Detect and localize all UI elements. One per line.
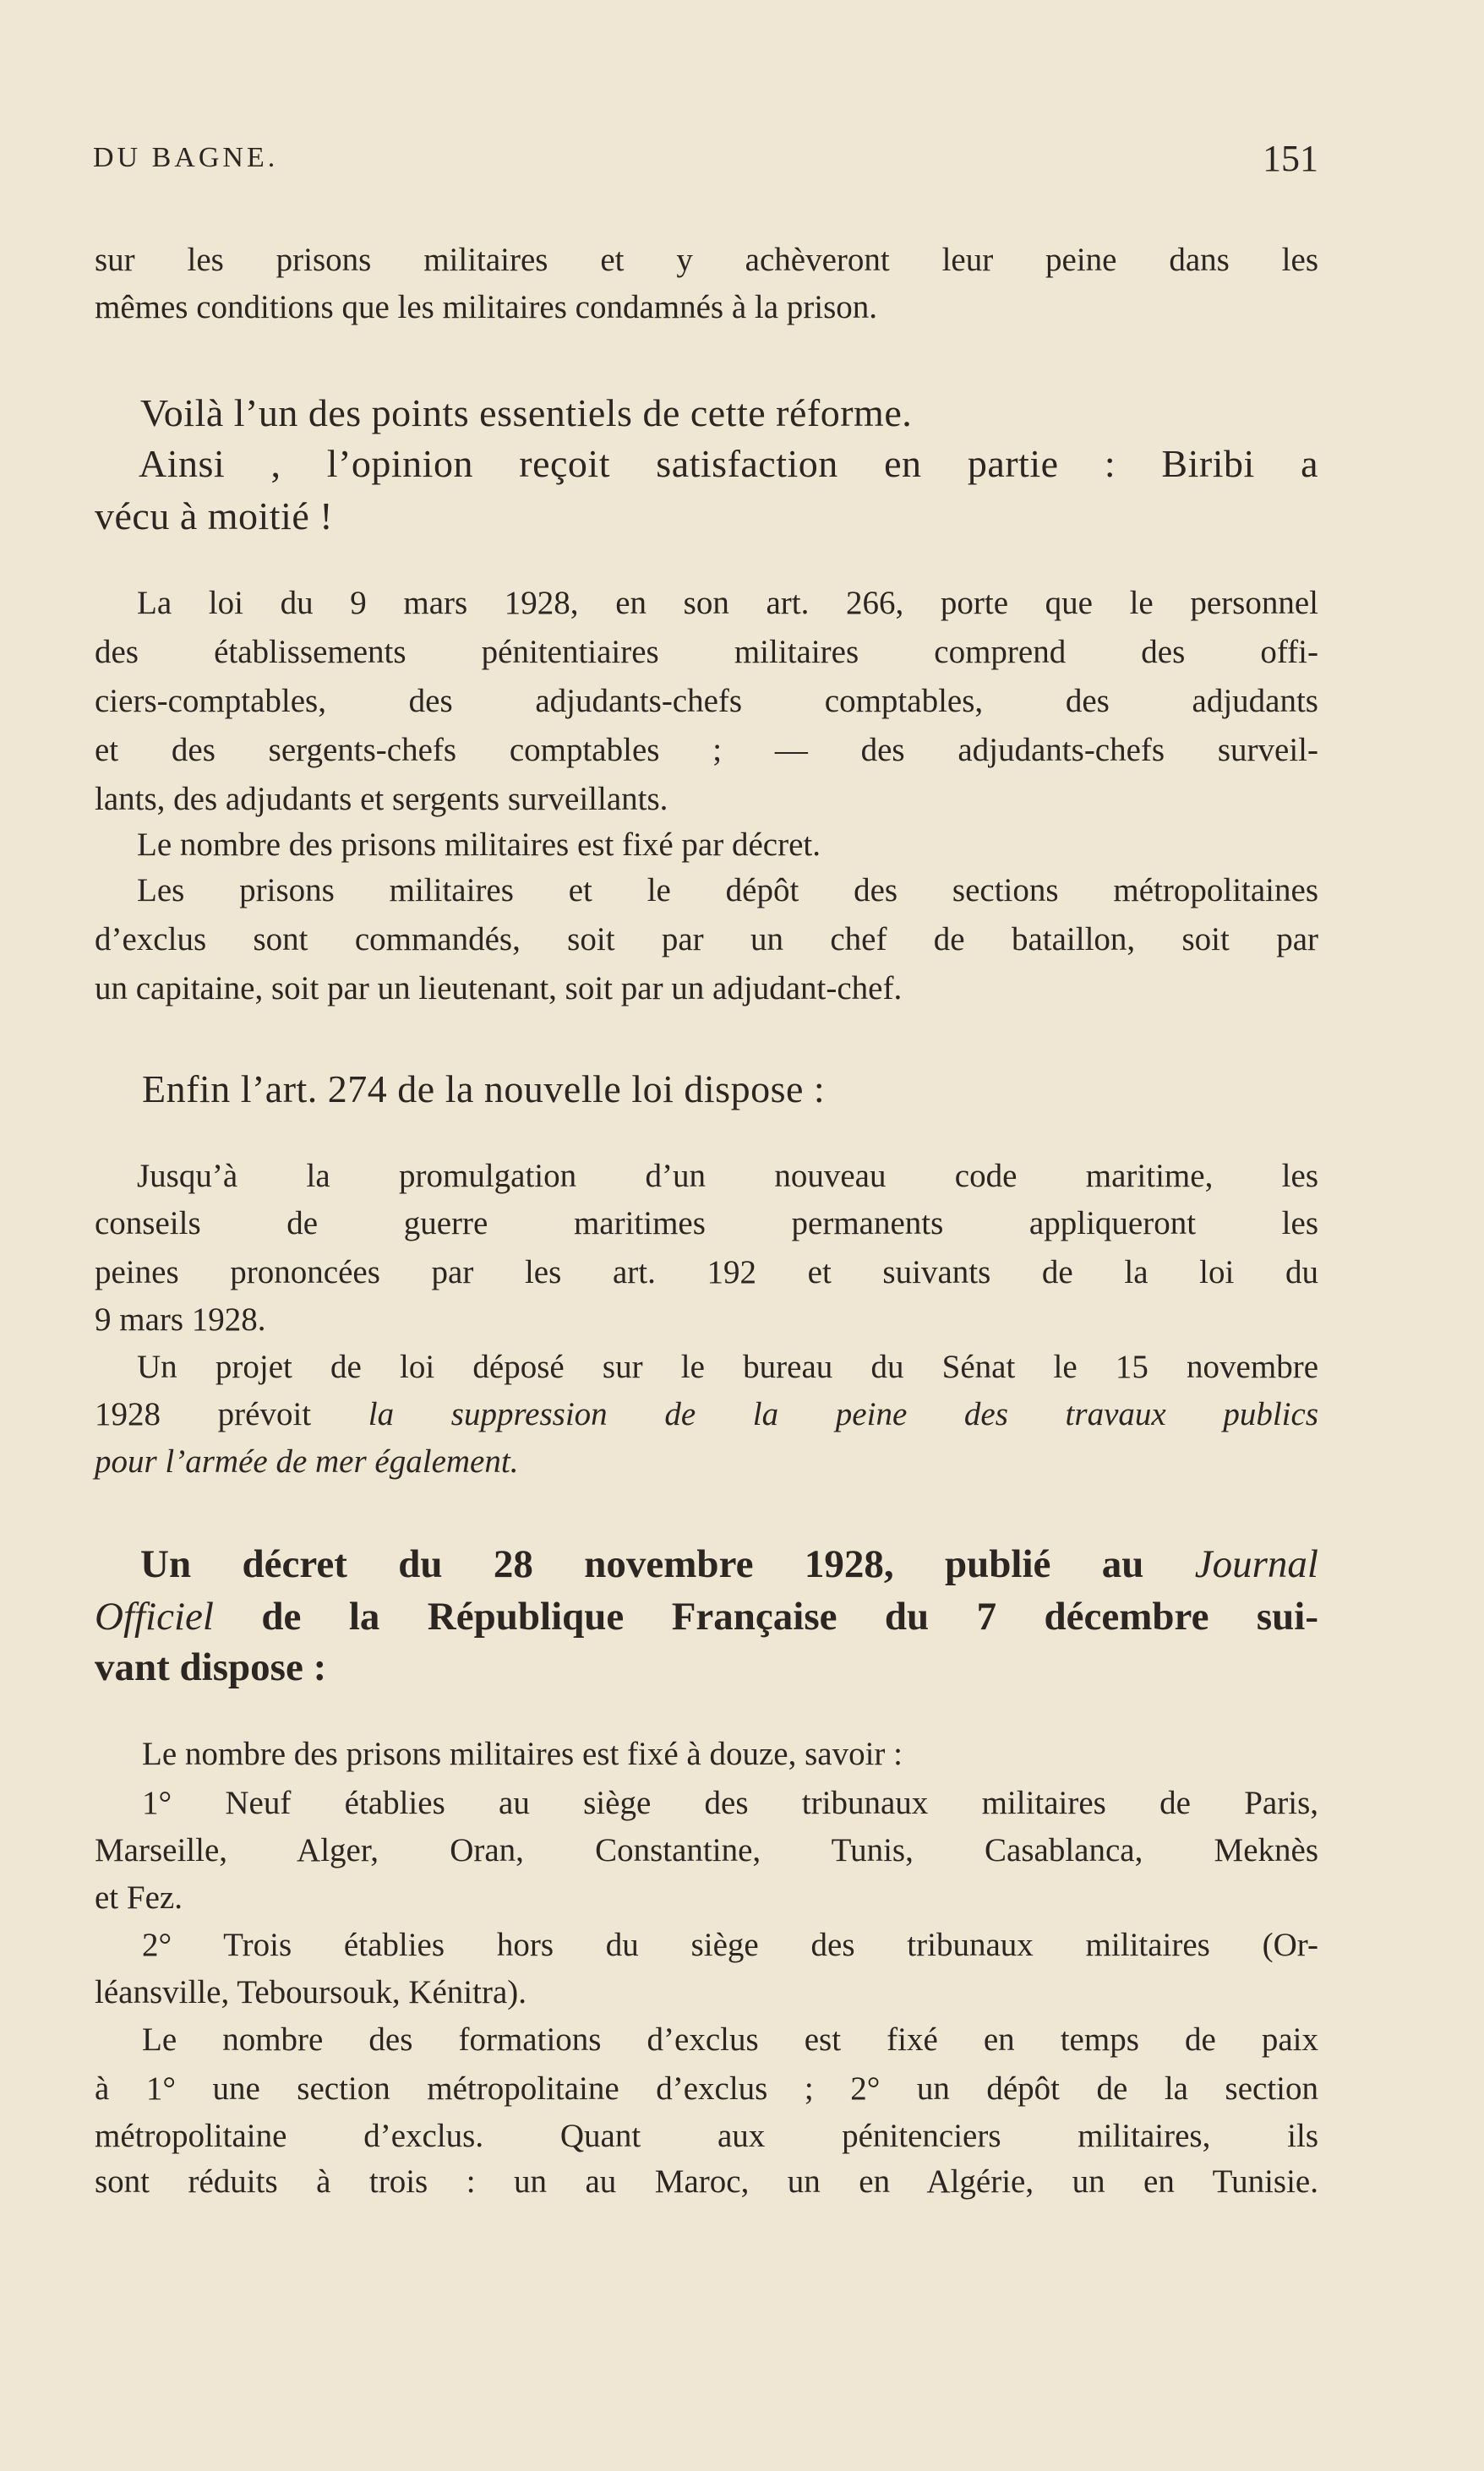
text-line: sur les prisons militaires et y achèveront leur peine dans les (95, 242, 1318, 278)
text-line: vant dispose : (95, 1645, 327, 1689)
text-line (95, 1542, 1318, 1586)
italic-span: Journal (1194, 1542, 1318, 1586)
text-line (95, 1597, 1318, 1637)
text-line: Le nombre des prisons militaires est fixé par décret. (137, 826, 821, 863)
text-line: mêmes conditions que les militaires condamnés à la prison. (95, 289, 878, 325)
italic-span: la suppression de la peine des travaux publics (368, 1396, 1318, 1432)
text-line: un capitaine, soit par un lieutenant, soit par un adjudant-chef. (95, 970, 903, 1006)
text-line: à 1° une section métropolitaine d’exclus ; 2° un dépôt de la section (95, 2070, 1318, 2107)
text-line: des établissements pénitentiaires militaires comprend des offi- (95, 634, 1318, 670)
text-line: pour l’armée de mer également. (95, 1443, 519, 1480)
text-line: Le nombre des formations d’exclus est fixé en temps de paix (142, 2021, 1318, 2058)
text-line: lants, des adjudants et sergents surveillants. (95, 781, 668, 817)
text-line: Ainsi , l’opinion reçoit satisfaction en partie : Biribi a (139, 442, 1318, 485)
text-span: de la République Française du 7 décembre sui- (213, 1595, 1318, 1639)
text-span: 1928 prévoit (95, 1396, 368, 1432)
text-line: conseils de guerre maritimes permanents appliqueront les (95, 1205, 1318, 1241)
text-span: Un décret du 28 novembre 1928, publié au (140, 1542, 1195, 1586)
text-line: Un projet de loi déposé sur le bureau du Sénat le 15 novembre (137, 1349, 1318, 1385)
text-line: La loi du 9 mars 1928, en son art. 266, porte que le personnel (137, 585, 1318, 621)
section-intro: Enfin l’art. 274 de la nouvelle loi dispose : (142, 1067, 826, 1110)
text-line: Voilà l’un des points essentiels de cette réforme. (140, 391, 913, 434)
text-line (95, 1398, 1318, 1431)
text-line: 2° Trois établies hors du siège des tribunaux militaires (Or- (142, 1927, 1318, 1963)
text-line: léansville, Teboursouk, Kénitra). (95, 1974, 526, 2010)
text-line: peines prononcées par les art. 192 et suivants de la loi du (95, 1254, 1318, 1290)
running-head-title: DU BAGNE. (93, 142, 279, 173)
text-line: d’exclus sont commandés, soit par un chef de bataillon, soit par (95, 921, 1318, 957)
text-line: sont réduits à trois : un au Maroc, un en Algérie, un en Tunisie. (95, 2163, 1318, 2200)
text-line: Le nombre des prisons militaires est fixé à douze, savoir : (142, 1736, 903, 1772)
text-line: vécu à moitié ! (95, 494, 334, 537)
text-line: métropolitaine d’exclus. Quant aux pénitenciers militaires, ils (95, 2118, 1318, 2154)
running-head (93, 138, 1318, 193)
text-line: et Fez. (95, 1879, 183, 1916)
text-line: Les prisons militaires et le dépôt des sections métropolitaines (137, 872, 1318, 908)
page-number: 151 (1263, 138, 1318, 179)
text-line: Jusqu’à la promulgation d’un nouveau code maritime, les (137, 1158, 1318, 1194)
text-line: et des sergents-chefs comptables ; — des adjudants-chefs surveil- (95, 732, 1318, 768)
text-line: 9 mars 1928. (95, 1301, 266, 1338)
italic-span: Officiel (95, 1595, 214, 1639)
text-line: 1° Neuf établies au siège des tribunaux militaires de Paris, (142, 1785, 1318, 1821)
text-line: ciers-comptables, des adjudants-chefs comptables, des adjudants (95, 683, 1318, 719)
text-line: Marseille, Alger, Oran, Constantine, Tunis, Casablanca, Meknès (95, 1832, 1318, 1868)
